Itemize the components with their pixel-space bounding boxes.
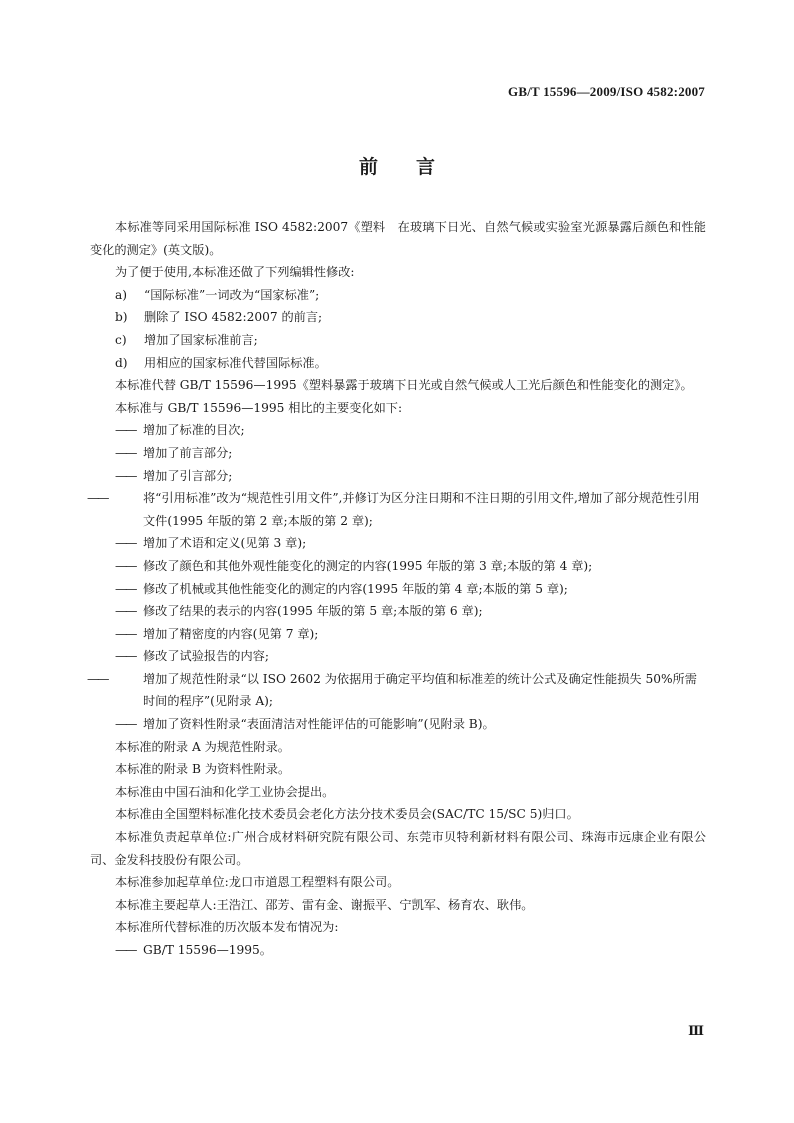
page-number: Ⅲ [688, 1023, 704, 1038]
change-item [87, 668, 706, 713]
paragraph-drafting-units: 本标准负责起草单位:广州合成材料研究院有限公司、东莞市贝特利新材料有限公司、珠海市远康企业有限公司、金发科技股份有限公司。 [90, 830, 706, 867]
dash-mark: —— [115, 581, 136, 596]
dash-mark: —— [115, 626, 136, 641]
change-text: 将“引用标准”改为“规范性引用文件”,并修订为区分注日期和不注日期的引用文件,增加了部分规范性引用文件(1995 年版的第 2 章;本版的第 2 章); [143, 491, 700, 528]
change-item [90, 578, 706, 601]
change-item [90, 555, 706, 578]
change-item [87, 487, 706, 532]
paragraph-edit-intro: 为了便于使用,本标准还做了下列编辑性修改: [115, 265, 355, 280]
dash-mark: —— [87, 491, 108, 506]
item-text: 删除了 ISO 4582:2007 的前言; [144, 310, 323, 325]
item-text: 增加了国家标准前言; [144, 332, 258, 347]
item-text: “国际标准”一词改为“国家标准”; [144, 287, 320, 302]
dash-mark: —— [115, 445, 136, 460]
change-item [90, 532, 706, 555]
paragraph-drafters: 本标准主要起草人:王浩江、邵芳、雷有金、谢振平、宁凯军、杨育农、耿伟。 [115, 897, 534, 912]
foreword-body [87, 216, 706, 962]
change-text: 增加了标准的目次; [143, 423, 245, 438]
edit-item [90, 329, 706, 352]
paragraph-changes-intro: 本标准与 GB/T 15596—1995 相比的主要变化如下: [115, 400, 403, 415]
item-mark: a) [115, 287, 128, 302]
paragraph-annex-a: 本标准的附录 A 为规范性附录。 [115, 739, 290, 754]
edition-item [90, 939, 706, 962]
item-mark: b) [115, 310, 128, 325]
dash-mark: —— [115, 536, 136, 551]
edition-text: GB/T 15596—1995。 [143, 943, 272, 957]
dash-mark: —— [115, 717, 136, 732]
dash-mark: —— [115, 468, 136, 483]
item-text: 用相应的国家标准代替国际标准。 [144, 355, 327, 370]
change-text: 修改了颜色和其他外观性能变化的测定的内容(1995 年版的第 3 章;本版的第 4 章); [143, 558, 593, 573]
item-mark: d) [115, 355, 128, 370]
dash-mark: —— [115, 649, 136, 664]
page-title: 前言 [358, 156, 473, 178]
change-item [90, 465, 706, 488]
dash-mark: —— [115, 558, 136, 573]
paragraph-participating-units: 本标准参加起草单位:龙口市道恩工程塑料有限公司。 [115, 875, 400, 890]
change-text: 修改了机械或其他性能变化的测定的内容(1995 年版的第 4 章;本版的第 5 章); [143, 581, 568, 596]
change-item [90, 713, 706, 736]
dash-mark: —— [115, 943, 136, 957]
dash-mark: —— [115, 604, 136, 619]
dash-mark: —— [115, 423, 136, 438]
change-item [90, 442, 706, 465]
change-text: 增加了术语和定义(见第 3 章); [143, 536, 307, 551]
edit-item [90, 352, 706, 375]
paragraph-committee: 本标准由全国塑料标准化技术委员会老化方法分技术委员会(SAC/TC 15/SC 5)归口。 [115, 807, 579, 822]
standard-code-header: GB/T 15596—2009/ISO 4582:2007 [508, 84, 705, 99]
paragraph-adoption: 本标准等同采用国际标准 ISO 4582:2007《塑料 在玻璃下日光、自然气候或实验室光源暴露后颜色和性能变化的测定》(英文版)。 [90, 220, 706, 257]
change-text: 修改了试验报告的内容; [143, 649, 269, 664]
edit-item [90, 284, 706, 307]
change-text: 增加了精密度的内容(见第 7 章); [143, 626, 319, 641]
paragraph-proposer: 本标准由中国石油和化学工业协会提出。 [115, 784, 335, 799]
paragraph-annex-b: 本标准的附录 B 为资料性附录。 [115, 762, 291, 777]
item-mark: c) [115, 332, 127, 347]
dash-mark: —— [87, 671, 108, 686]
change-item [90, 600, 706, 623]
change-item [90, 645, 706, 668]
change-text: 修改了结果的表示的内容(1995 年版的第 5 章;本版的第 6 章); [143, 604, 483, 619]
edit-item [90, 306, 706, 329]
change-text: 增加了资料性附录“表面清洁对性能评估的可能影响”(见附录 B)。 [143, 717, 495, 732]
paragraph-replaces: 本标准代替 GB/T 15596—1995《塑料暴露于玻璃下日光或自然气候或人工光后颜色和性能变化的测定》。 [115, 378, 693, 393]
change-item [90, 623, 706, 646]
change-text: 增加了前言部分; [143, 445, 233, 460]
change-text: 增加了规范性附录“以 ISO 2602 为依据用于确定平均值和标准差的统计公式及确定性能损失 50%所需时间的程序”(见附录 A); [143, 671, 697, 709]
change-item [90, 419, 706, 442]
change-text: 增加了引言部分; [143, 468, 233, 483]
paragraph-editions-intro: 本标准所代替标准的历次版本发布情况为: [115, 920, 339, 935]
